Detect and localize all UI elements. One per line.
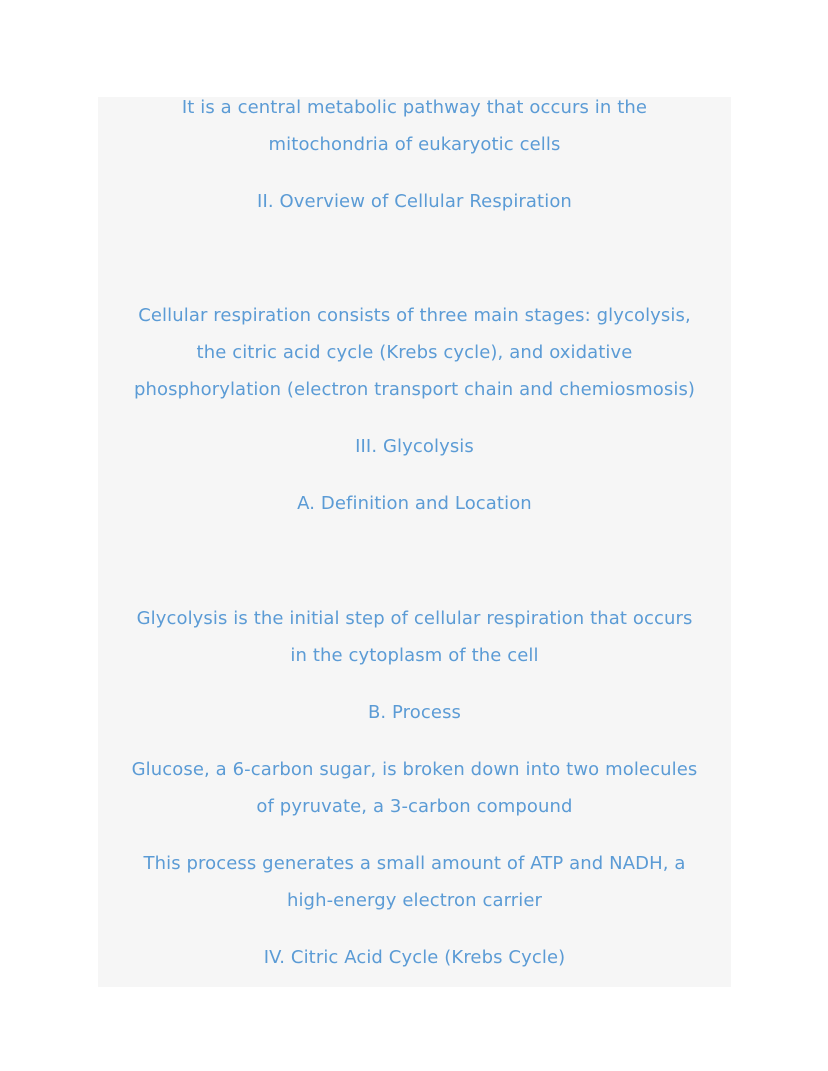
paragraph-2-line-1: Cellular respiration consists of three main stages: glycolysis,: [138, 305, 691, 326]
subheading-definition: A. Definition and Location: [297, 493, 532, 514]
heading-overview: II. Overview of Cellular Respiration: [257, 191, 572, 212]
paragraph-4-line-1: Glucose, a 6-carbon sugar, is broken down into two molecules: [131, 759, 698, 780]
heading-glycolysis: III. Glycolysis: [355, 436, 474, 457]
paragraph-3-line-1: Glycolysis is the initial step of cellular respiration that occurs: [136, 608, 693, 629]
document-panel: [98, 97, 731, 987]
paragraph-5-line-1: This process generates a small amount of ATP and NADH, a: [143, 853, 686, 874]
heading-citric-acid-cycle: IV. Citric Acid Cycle (Krebs Cycle): [263, 947, 566, 968]
paragraph-5-line-2: high-energy electron carrier: [286, 890, 543, 911]
subheading-process: B. Process: [367, 702, 462, 723]
paragraph-1-line-2: mitochondria of eukaryotic cells: [268, 134, 561, 155]
paragraph-3-line-2: in the cytoplasm of the cell: [290, 645, 539, 666]
paragraph-2-line-3: phosphorylation (electron transport chain and chemiosmosis): [133, 379, 696, 400]
paragraph-2-line-2: the citric acid cycle (Krebs cycle), and oxidative: [196, 342, 633, 363]
paragraph-4-line-2: of pyruvate, a 3-carbon compound: [256, 796, 573, 817]
paragraph-1-line-1: It is a central metabolic pathway that occurs in the: [181, 97, 648, 118]
